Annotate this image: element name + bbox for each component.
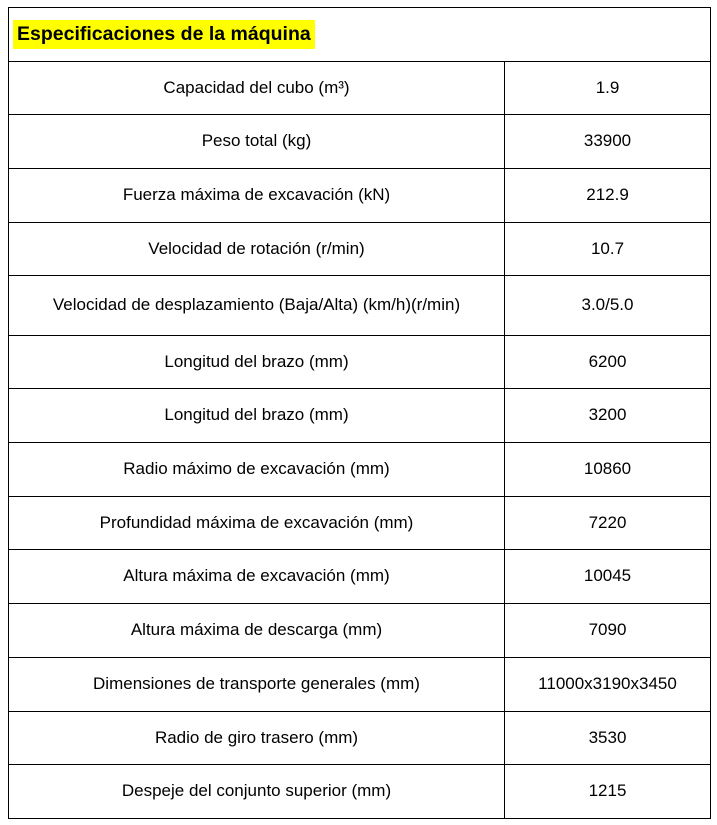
spec-label: Peso total (kg)	[9, 115, 505, 169]
table-row	[9, 712, 711, 765]
spec-value: 3.0/5.0	[505, 276, 711, 336]
table-row	[9, 169, 711, 223]
spec-value: 11000x3190x3450	[505, 658, 711, 712]
spec-value: 10.7	[505, 223, 711, 276]
spec-value: 10045	[505, 550, 711, 604]
table-row	[9, 223, 711, 276]
spec-value: 1.9	[505, 62, 711, 115]
spec-table	[8, 7, 711, 819]
spec-label: Velocidad de rotación (r/min)	[9, 223, 505, 276]
spec-label: Altura máxima de excavación (mm)	[9, 550, 505, 604]
spec-value: 212.9	[505, 169, 711, 223]
spec-label: Dimensiones de transporte generales (mm)	[9, 658, 505, 712]
table-row	[9, 604, 711, 658]
table-row	[9, 550, 711, 604]
title-cell	[9, 8, 711, 62]
table-row	[9, 497, 711, 550]
title-row	[9, 8, 711, 62]
table-title: Especificaciones de la máquina	[13, 20, 315, 49]
spec-value: 3200	[505, 389, 711, 443]
table-row	[9, 62, 711, 115]
table-row	[9, 336, 711, 389]
spec-label: Radio máximo de excavación (mm)	[9, 443, 505, 497]
table-row	[9, 443, 711, 497]
spec-label: Longitud del brazo (mm)	[9, 336, 505, 389]
spec-value: 7220	[505, 497, 711, 550]
table-row	[9, 658, 711, 712]
spec-label: Radio de giro trasero (mm)	[9, 712, 505, 765]
spec-value: 6200	[505, 336, 711, 389]
spec-value: 33900	[505, 115, 711, 169]
spec-value: 1215	[505, 765, 711, 819]
table-row	[9, 389, 711, 443]
spec-label: Velocidad de desplazamiento (Baja/Alta) (km/h)(r/min)	[9, 276, 505, 336]
table-row	[9, 276, 711, 336]
spec-label: Capacidad del cubo (m³)	[9, 62, 505, 115]
spec-value: 3530	[505, 712, 711, 765]
spec-label: Altura máxima de descarga (mm)	[9, 604, 505, 658]
spec-label: Fuerza máxima de excavación (kN)	[9, 169, 505, 223]
table-row	[9, 115, 711, 169]
spec-value: 10860	[505, 443, 711, 497]
spec-label: Profundidad máxima de excavación (mm)	[9, 497, 505, 550]
spec-value: 7090	[505, 604, 711, 658]
table-row	[9, 765, 711, 819]
spec-label: Longitud del brazo (mm)	[9, 389, 505, 443]
spec-label: Despeje del conjunto superior (mm)	[9, 765, 505, 819]
